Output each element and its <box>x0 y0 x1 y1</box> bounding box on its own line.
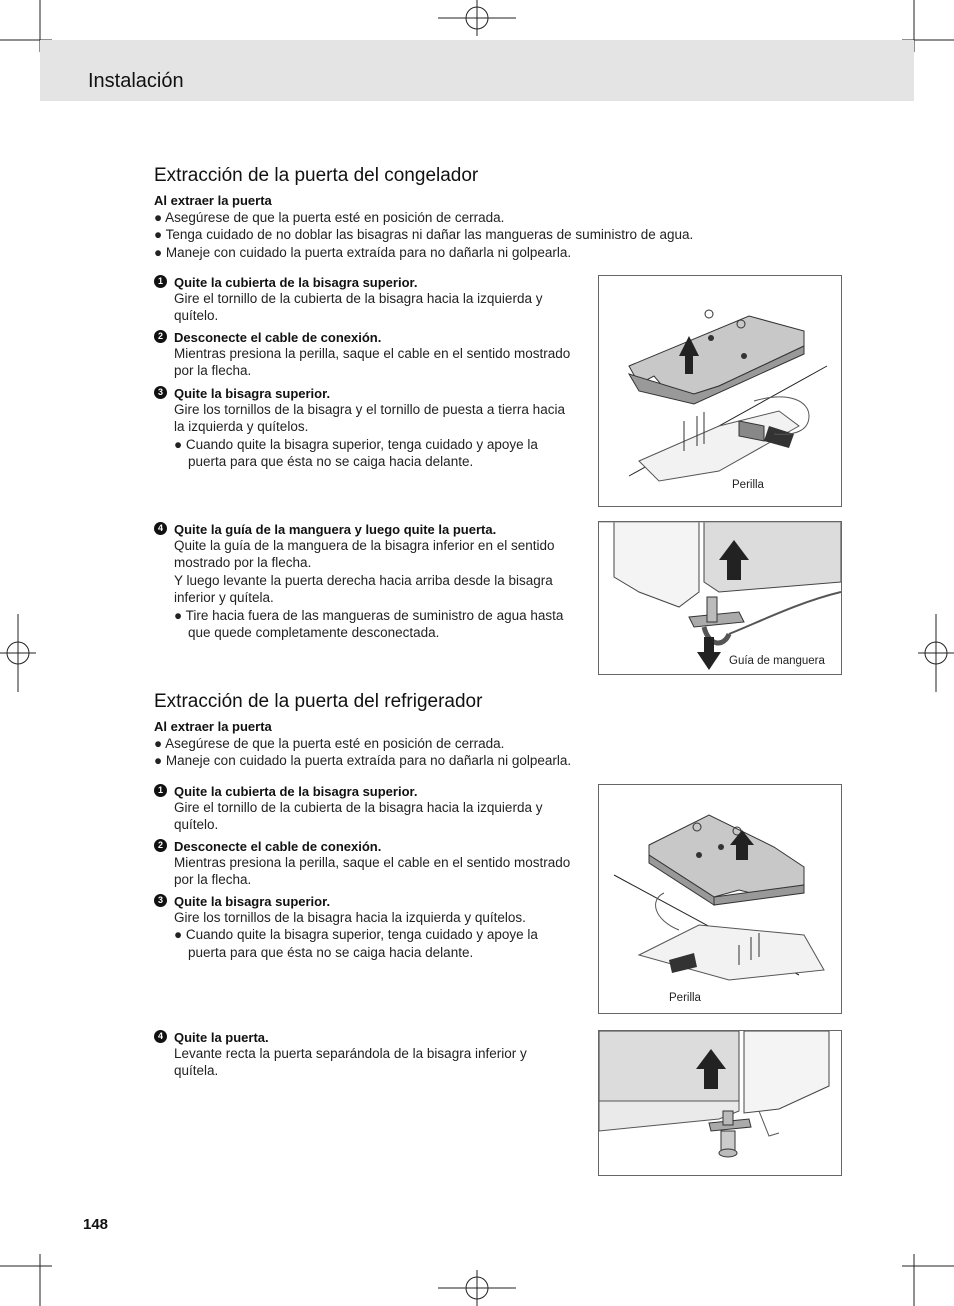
perilla-caption: Perilla <box>669 992 701 1004</box>
hose-guide-caption: Guía de manguera <box>729 655 825 667</box>
step-body: Gire el tornillo de la cubierta de la bisagra hacia la izquierda y quítelo. <box>174 800 543 833</box>
step-heading: Quite la bisagra superior. <box>174 894 331 909</box>
hinge-illustration <box>599 785 841 1013</box>
freezer-step-4 <box>157 522 578 641</box>
freezer-step-2 <box>157 330 574 380</box>
step-number-badge: 3 <box>154 386 167 399</box>
hose-guide-illustration <box>599 522 841 674</box>
fridge-hinge-figure <box>598 784 842 1014</box>
step-number-badge: 1 <box>154 784 167 797</box>
freezer-hinge-figure <box>598 275 842 507</box>
freezer-section-title: Extracción de la puerta del congelador <box>154 165 479 186</box>
step-heading: Quite la puerta. <box>174 1030 269 1045</box>
perilla-caption: Perilla <box>732 479 764 491</box>
step-heading: Desconecte el cable de conexión. <box>174 839 382 854</box>
freezer-bullet-1: ● Asegúrese de que la puerta esté en posición de cerrada. <box>154 210 505 225</box>
step-heading: Desconecte el cable de conexión. <box>174 330 382 345</box>
step-number-badge: 4 <box>154 522 167 535</box>
step-body: Gire los tornillos de la bisagra y el tornillo de puesta a tierra hacia la izquierda y quítelos. <box>174 402 565 435</box>
step-body: Levante recta la puerta separándola de la bisagra inferior y quítela. <box>174 1046 527 1079</box>
freezer-step-1 <box>157 275 574 325</box>
fridge-section-title: Extracción de la puerta del refrigerador <box>154 691 483 712</box>
fridge-bullet-1: ● Asegúrese de que la puerta esté en posición de cerrada. <box>154 736 505 751</box>
step-body: Quite la guía de la manguera de la bisagra inferior en el sentido mostrado por la flecha. <box>174 538 555 571</box>
freezer-subheading: Al extraer la puerta <box>154 193 272 208</box>
step-heading: Quite la cubierta de la bisagra superior. <box>174 275 418 290</box>
freezer-step-3 <box>157 386 578 471</box>
step-note: ● Cuando quite la bisagra superior, tenga cuidado y apoye la puerta para que ésta no se caiga hacia delante. <box>174 436 538 470</box>
lift-door-illustration <box>599 1031 841 1175</box>
fridge-step-1 <box>157 784 574 834</box>
fridge-lift-door-figure <box>598 1030 842 1176</box>
hinge-illustration <box>599 276 841 506</box>
fridge-step-4 <box>157 1030 574 1080</box>
step-number-badge: 3 <box>154 894 167 907</box>
freezer-hose-guide-figure <box>598 521 842 675</box>
page-header-title: Instalación <box>88 70 184 92</box>
page-number: 148 <box>83 1216 109 1233</box>
step-number-badge: 4 <box>154 1030 167 1043</box>
fridge-step-2 <box>157 839 574 889</box>
step-heading: Quite la cubierta de la bisagra superior. <box>174 784 418 799</box>
step-body: Mientras presiona la perilla, saque el cable en el sentido mostrado por la flecha. <box>174 346 571 379</box>
step-number-badge: 2 <box>154 330 167 343</box>
freezer-bullet-2: ● Tenga cuidado de no doblar las bisagras ni dañar las mangueras de suministro de agua. <box>154 227 694 242</box>
step-body-continued: Y luego levante la puerta derecha hacia arriba desde la bisagra inferior y quítela. <box>174 572 553 606</box>
step-note: ● Tire hacia fuera de las mangueras de suministro de agua hasta que quede completamente desconectada. <box>174 607 564 641</box>
step-body: Gire el tornillo de la cubierta de la bisagra hacia la izquierda y quítelo. <box>174 291 543 324</box>
fridge-subheading: Al extraer la puerta <box>154 719 272 734</box>
step-number-badge: 1 <box>154 275 167 288</box>
step-note: ● Cuando quite la bisagra superior, tenga cuidado y apoye la puerta para que ésta no se caiga hacia delante. <box>174 927 538 960</box>
step-body: Mientras presiona la perilla, saque el cable en el sentido mostrado por la flecha. <box>174 855 571 888</box>
step-heading: Quite la bisagra superior. <box>174 386 331 401</box>
fridge-step-3 <box>157 894 578 961</box>
step-number-badge: 2 <box>154 839 167 852</box>
step-body: Gire los tornillos de la bisagra hacia la izquierda y quítelos. <box>174 910 526 925</box>
fridge-bullet-2: ● Maneje con cuidado la puerta extraída para no dañarla ni golpearla. <box>154 753 572 768</box>
freezer-bullet-3: ● Maneje con cuidado la puerta extraída para no dañarla ni golpearla. <box>154 245 572 260</box>
step-heading: Quite la guía de la manguera y luego quite la puerta. <box>174 522 497 537</box>
